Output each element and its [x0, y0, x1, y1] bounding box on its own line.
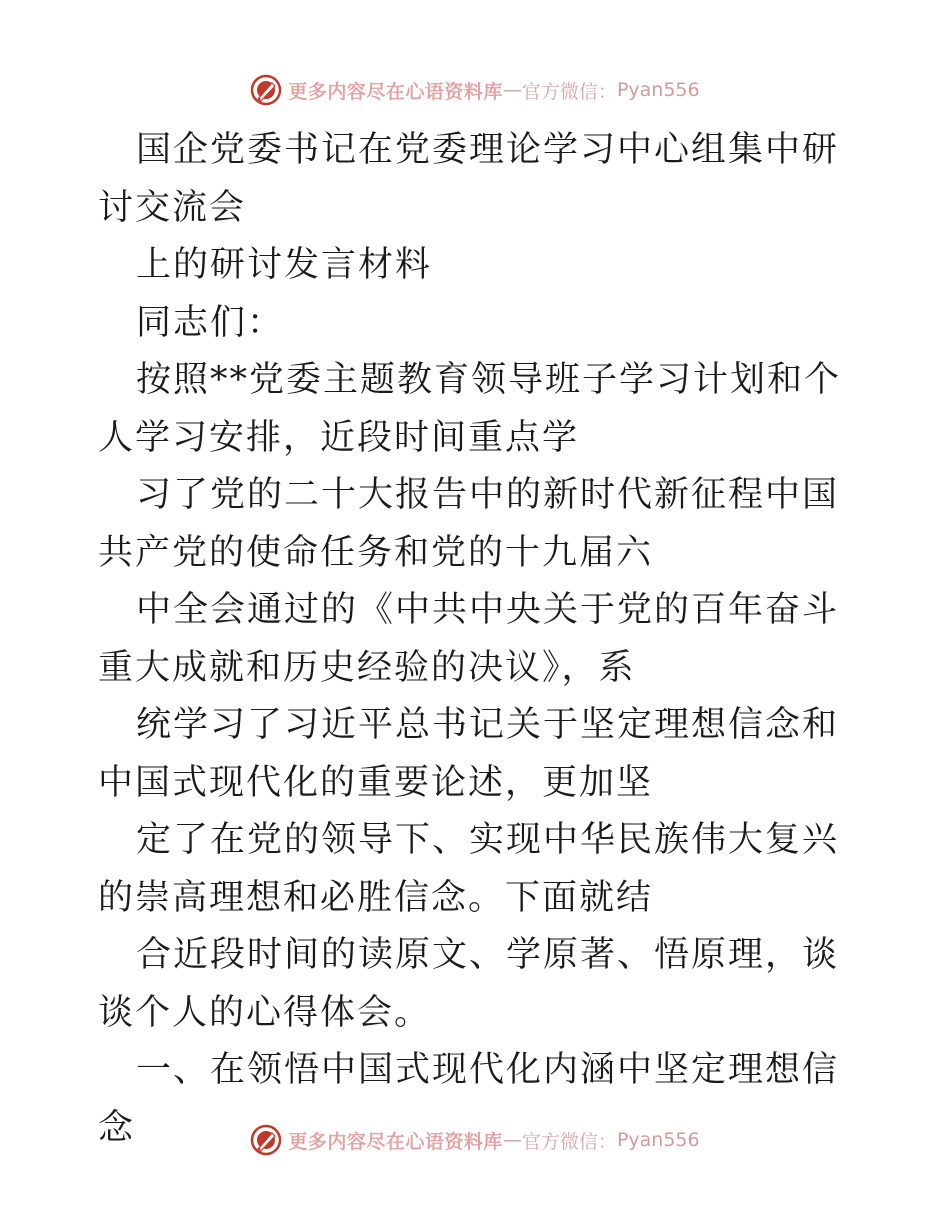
- body-paragraph: 中全会通过的《中共中央关于党的百年奋斗重大成就和历史经验的决议》，系: [98, 590, 840, 688]
- body-paragraph: 统学习了习近平总书记关于坚定理想信念和中国式现代化的重要论述，更加坚: [98, 705, 840, 803]
- document-title-continued: 上的研讨发言材料: [136, 245, 433, 285]
- body-paragraph: 习了党的二十大报告中的新时代新征程中国共产党的使命任务和党的十九届六: [98, 475, 840, 573]
- body-paragraph: 按照**党委主题教育领导班子学习计划和个人学习安排，近段时间重点学: [98, 360, 842, 458]
- document-body: [98, 122, 858, 1157]
- watermark-separator: —: [502, 79, 522, 101]
- watermark-label: 官方微信：: [521, 80, 617, 103]
- watermark-wechat-id: Pyan556: [616, 79, 700, 101]
- document-title: 国企党委书记在党委理论学习中心组集中研讨交流会: [98, 130, 840, 228]
- watermark-label: 官方微信：: [521, 1130, 617, 1153]
- quill-pen-seal-icon: [250, 1124, 282, 1156]
- salutation: 同志们：: [136, 302, 285, 343]
- body-paragraph: 合近段时间的读原文、学原著、悟原理，谈谈个人的心得体会。: [98, 935, 840, 1033]
- watermark-separator: —: [502, 1129, 522, 1151]
- watermark-footer: [0, 1122, 950, 1158]
- watermark-wechat-id: Pyan556: [616, 1129, 700, 1151]
- body-paragraph: 定了在党的领导下、实现中华民族伟大复兴的崇高理想和必胜信念。下面就结: [98, 820, 840, 918]
- quill-pen-seal-icon: [250, 74, 282, 106]
- watermark-header: [0, 72, 950, 108]
- watermark-main-text: 更多内容尽在心语资料库: [288, 1130, 503, 1153]
- watermark-main-text: 更多内容尽在心语资料库: [288, 80, 503, 103]
- section-heading: 一、在领悟中国式现代化内涵中坚定理想信念: [98, 1050, 840, 1148]
